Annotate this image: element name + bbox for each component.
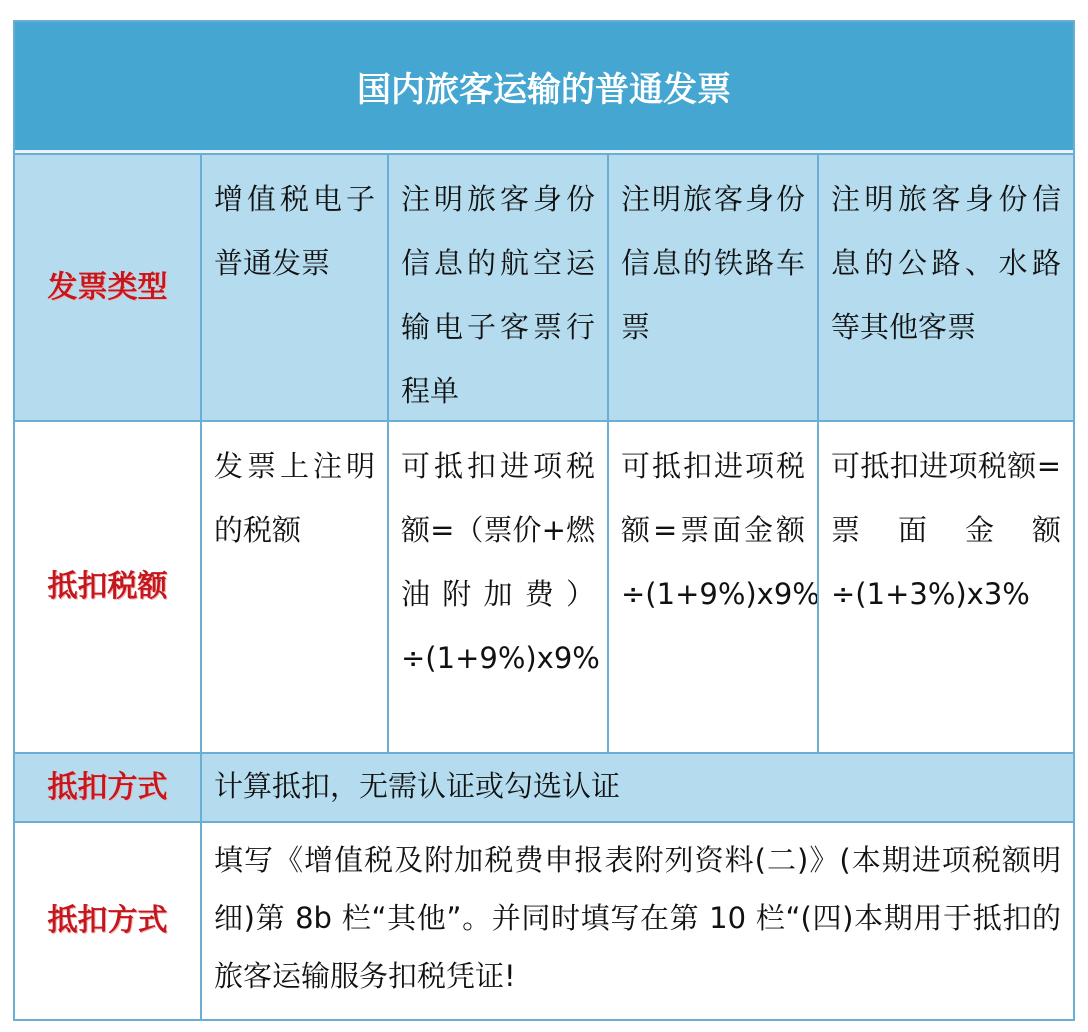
table-cell: 注明旅客身份信息的航空运输电子客票行程单 xyxy=(387,155,607,420)
table-cell: 注明旅客身份信息的铁路车票 xyxy=(607,155,817,420)
table-row-invoice-type xyxy=(15,153,1073,420)
table-cell: 可抵扣进项税额=（票价+燃油附加费）÷(1+9%)x9% xyxy=(387,422,607,752)
table-cell: 可抵扣进项税额=票面金额÷(1+9%)x9% xyxy=(607,422,817,752)
row-label: 抵扣税额 xyxy=(47,569,168,604)
row-label: 抵扣方式 xyxy=(47,903,168,938)
table-cell: 填写《增值税及附加税费申报表附列资料(二)》(本期进项税额明细)第 8b 栏“其他”。并同时填写在第 10 栏“(四)本期用于抵扣的旅客运输服务扣税凭证! xyxy=(200,823,1073,1019)
table-cell: 发票上注明的税额 xyxy=(200,422,387,752)
row-label: 发票类型 xyxy=(47,269,168,305)
table-cell: 可抵扣进项税额=票面金额÷(1+3%)x3% xyxy=(817,422,1073,752)
table-cell: 计算抵扣，无需认证或勾选认证 xyxy=(200,754,1073,821)
row-label: 抵扣方式 xyxy=(47,769,168,805)
table-cell: 注明旅客身份信息的公路、水路等其他客票 xyxy=(817,155,1073,420)
table-cell: 增值税电子普通发票 xyxy=(200,155,387,420)
table-row-deduction-method-filing xyxy=(15,821,1073,1019)
table-row-deduction-amount xyxy=(15,420,1073,752)
table-row-deduction-method xyxy=(15,752,1073,821)
table-title: 国内旅客运输的普通发票 xyxy=(15,22,1073,153)
invoice-table xyxy=(13,20,1075,1021)
